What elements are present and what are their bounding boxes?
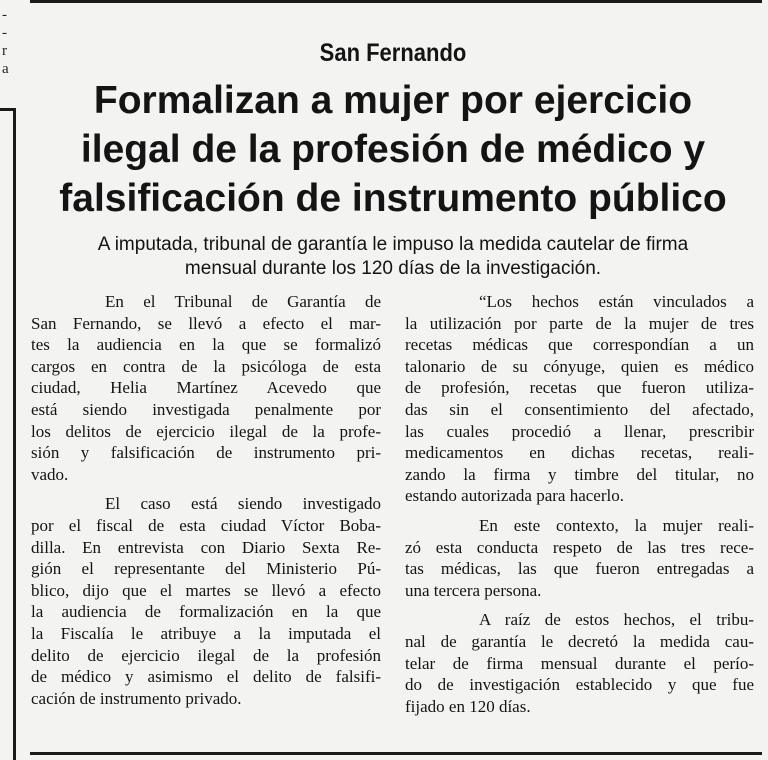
text-line: fijado en 120 días. (405, 696, 531, 716)
adjacent-article-fragment (2, 6, 22, 78)
headline-line: falsificación de instrumento público (59, 177, 727, 220)
top-rule (30, 0, 762, 3)
section-kicker: San Fernando (319, 39, 467, 67)
text-line: “Los hechos están vinculados a (479, 292, 754, 311)
fragment-line: a (2, 61, 9, 77)
article-column-left (31, 291, 381, 717)
paragraph (31, 493, 381, 709)
text-line: blico, dijo que el martes se llevó a efecto (31, 580, 381, 600)
text-line: las cuales procedió a llenar, prescribir (405, 421, 754, 441)
text-line: una tercera persona. (405, 580, 542, 600)
article-subheadline (30, 233, 756, 281)
subheadline-line: A imputada, tribunal de garantía le impuso la medida cautelar de firma (97, 234, 689, 255)
paragraph (405, 515, 754, 601)
text-line: A raíz de estos hechos, el tribu- (479, 610, 754, 630)
text-line: ciudad, Helia Martínez Acevedo que (31, 378, 381, 398)
text-line: talonario de su cónyuge, quien es médico (405, 356, 754, 376)
text-line: El caso está siendo investigado (105, 494, 381, 514)
text-line: tas médicas, las que fueron entregadas a (405, 559, 754, 579)
text-line: cación de instrumento privado. (31, 688, 242, 708)
fragment-line: - (2, 7, 7, 23)
text-line: nal de garantía le decretó la medida cau- (405, 631, 754, 651)
text-line: zó esta conducta respeto de las tres rece- (405, 537, 754, 557)
text-line: de médico y asimismo el delito de falsifi- (31, 667, 381, 687)
text-line: dilla. En entrevista con Diario Sexta Re- (31, 537, 381, 557)
text-line: zando la firma y timbre del titular, no (405, 464, 754, 484)
bottom-rule (30, 752, 762, 755)
text-line: sión y falsificación de instrumento pri- (31, 443, 381, 463)
article-headline (30, 76, 756, 223)
headline-line: Formalizan a mujer por ejercicio (93, 79, 693, 122)
text-line: En este contexto, la mujer reali- (479, 515, 754, 535)
text-line: do de investigación establecido y que fue (405, 675, 754, 695)
text-line: cargos en contra de la psicóloga de esta (31, 356, 381, 376)
paragraph (31, 291, 381, 485)
text-line: das sin el consentimiento del afectado, (405, 399, 754, 419)
text-line: tes la audiencia en la que se formalizó (31, 335, 381, 355)
text-line: está siendo investigada penalmente por (31, 399, 381, 419)
text-line: de profesión, recetas que fueron utiliza- (405, 378, 754, 398)
article-column-right (405, 291, 754, 725)
text-line: San Fernando, se llevó a efecto el mar- (31, 313, 381, 333)
text-line: la audiencia de formalización en la que (31, 602, 381, 622)
headline-line: ilegal de la profesión de médico y (80, 128, 706, 171)
paragraph (405, 609, 754, 717)
text-line: por el fiscal de esta ciudad Víctor Boba- (31, 515, 381, 535)
adjacent-article-border (0, 108, 16, 760)
text-line: En el Tribunal de Garantía de (105, 292, 381, 311)
text-line: recetas médicas que correspondían a un (405, 335, 754, 355)
text-line: telar de firma mensual durante el perío- (405, 653, 754, 673)
text-line: los delitos de ejercicio ilegal de la profe- (31, 421, 381, 441)
text-line: estando autorizada para hacerlo. (405, 486, 624, 506)
text-line: la utilización por parte de la mujer de tres (405, 313, 754, 333)
text-line: delito de ejercicio ilegal de la profesión (31, 645, 381, 665)
text-line: la Fiscalía le atribuye a la imputada el (31, 623, 381, 643)
text-line: medicamentos en dichas recetas, reali- (405, 443, 754, 463)
text-line: vado. (31, 464, 69, 484)
subheadline-line: mensual durante los 120 días de la investigación. (184, 258, 602, 279)
fragment-line: - (2, 25, 7, 41)
paragraph (405, 291, 754, 507)
fragment-line: r (2, 43, 7, 59)
text-line: gión el representante del Ministerio Pú- (31, 559, 381, 579)
